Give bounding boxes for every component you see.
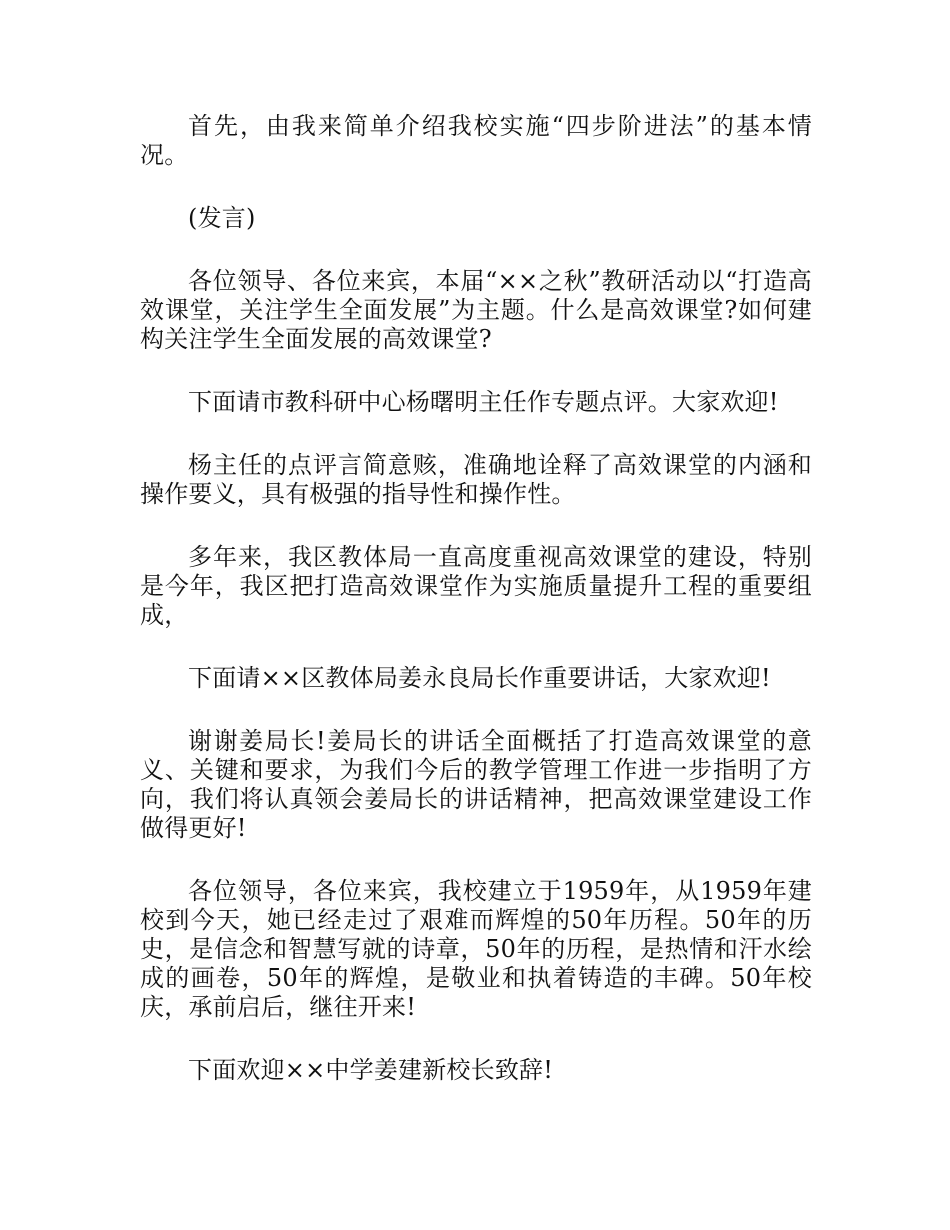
paragraph-district-effort: 多年来，我区教体局一直高度重视高效课堂的建设，特别是今年，我区把打造高效课堂作为实施质量提升工程的重要组成， — [140, 543, 812, 629]
paragraph-invite-jiang: 下面请××区教体局姜永良局长作重要讲话，大家欢迎! — [188, 664, 771, 692]
paragraph-intro: 首先，由我来简单介绍我校实施“四步阶进法”的基本情况。 — [140, 112, 812, 169]
document-body — [140, 112, 812, 1119]
paragraph-invite-principal: 下面欢迎××中学姜建新校长致辞! — [188, 1056, 554, 1084]
paragraph-school-history: 各位领导，各位来宾，我校建立于1959年，从1959年建校到今天，她已经走过了艰难而辉煌的50年历程。50年的历史，是信念和智慧写就的诗章，50年的历程，是热情和汗水绘成的画卷，50年的辉煌，是敬业和执着铸造的丰碑。50年校庆，承前启后，继往开来! — [140, 877, 812, 1021]
paragraph-invite-yang: 下面请市教科研中心杨曙明主任作专题点评。大家欢迎! — [188, 388, 779, 416]
paragraph-speech-note: (发言) — [188, 204, 256, 232]
paragraph-thanks-jiang: 谢谢姜局长!姜局长的讲话全面概括了打造高效课堂的意义、关键和要求，为我们今后的教学管理工作进一步指明了方向，我们将认真领会姜局长的讲话精神，把高效课堂建设工作做得更好! — [140, 727, 812, 842]
paragraph-theme: 各位领导、各位来宾，本届“××之秋”教研活动以“打造高效课堂，关注学生全面发展”为主题。什么是高效课堂?如何建构关注学生全面发展的高效课堂? — [140, 267, 812, 353]
paragraph-yang-comment: 杨主任的点评言简意赅，准确地诠释了高效课堂的内涵和操作要义，具有极强的指导性和操作性。 — [140, 451, 812, 508]
